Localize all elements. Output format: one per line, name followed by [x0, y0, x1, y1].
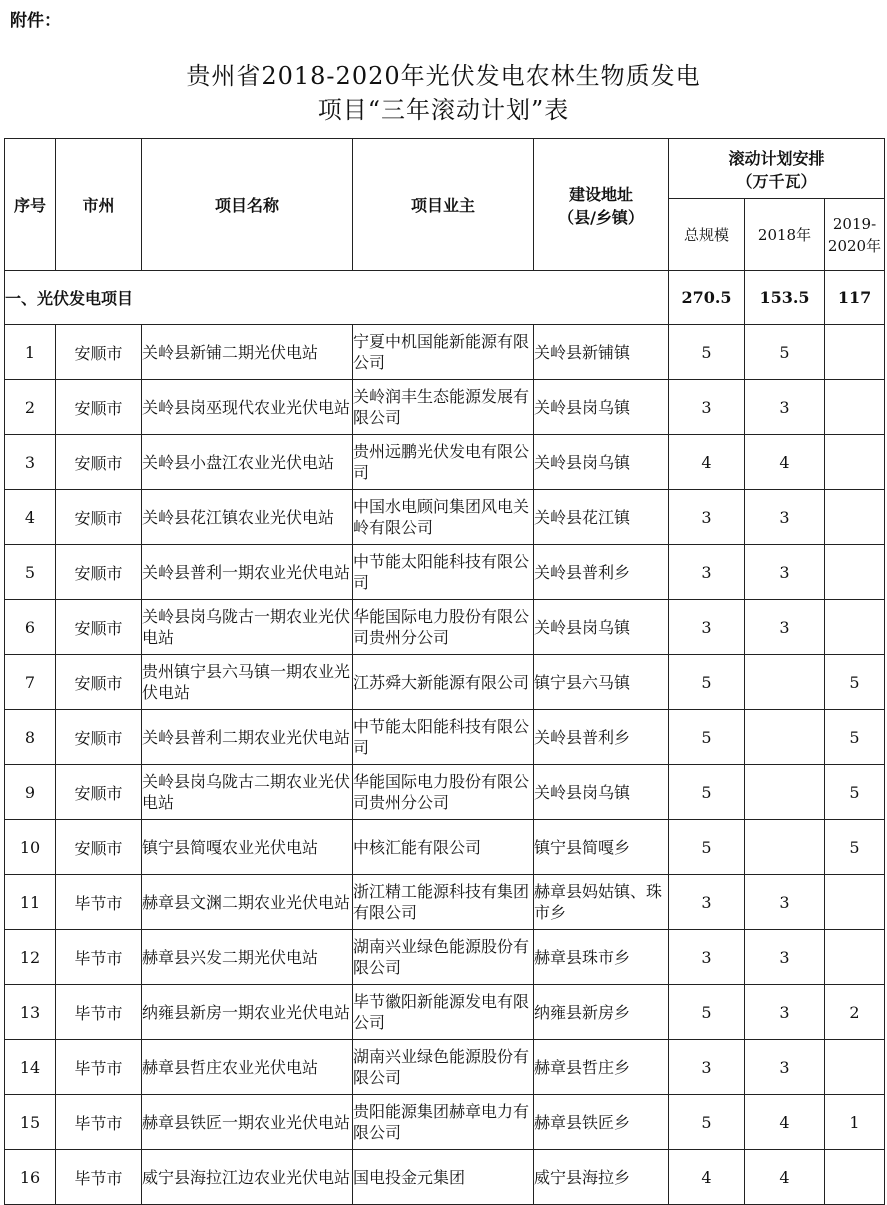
cell-project-owner: 中核汇能有限公司: [353, 820, 534, 875]
cell-site: 纳雍县新房乡: [534, 985, 669, 1040]
cell-project-name: 关岭县普利二期农业光伏电站: [142, 710, 353, 765]
cell-seq: 13: [5, 985, 56, 1040]
header-2018: 2018年: [745, 199, 825, 271]
cell-2019-2020: [825, 875, 885, 930]
cell-site: 赫章县妈姑镇、珠市乡: [534, 875, 669, 930]
cell-city: 安顺市: [56, 490, 142, 545]
cell-total: 3: [669, 545, 745, 600]
cell-project-owner: 中国水电顾问集团风电关岭有限公司: [353, 490, 534, 545]
cell-site: 镇宁县六马镇: [534, 655, 669, 710]
table-row: [5, 930, 885, 985]
cell-2019-2020: 5: [825, 655, 885, 710]
cell-seq: 14: [5, 1040, 56, 1095]
cell-site: 赫章县哲庄乡: [534, 1040, 669, 1095]
cell-project-owner: 贵州远鹏光伏发电有限公司: [353, 435, 534, 490]
cell-2018: 3: [745, 1040, 825, 1095]
cell-2019-2020: [825, 1040, 885, 1095]
cell-total: 3: [669, 1040, 745, 1095]
cell-project-name: 关岭县花江镇农业光伏电站: [142, 490, 353, 545]
cell-city: 安顺市: [56, 710, 142, 765]
cell-total: 5: [669, 985, 745, 1040]
cell-project-name: 关岭县岗乌陇古二期农业光伏电站: [142, 765, 353, 820]
cell-project-name: 镇宁县简嘎农业光伏电站: [142, 820, 353, 875]
cell-city: 安顺市: [56, 655, 142, 710]
cell-2019-2020: 5: [825, 765, 885, 820]
cell-project-name: 关岭县岗乌陇古一期农业光伏电站: [142, 600, 353, 655]
cell-project-owner: 中节能太阳能科技有限公司: [353, 545, 534, 600]
cell-total: 3: [669, 930, 745, 985]
plan-table: [4, 138, 885, 1205]
document-title-line1: 贵州省2018-2020年光伏发电农林生物质发电: [186, 62, 701, 90]
cell-project-owner: 华能国际电力股份有限公司贵州分公司: [353, 765, 534, 820]
cell-project-owner: 贵阳能源集团赫章电力有限公司: [353, 1095, 534, 1150]
table-row: [5, 875, 885, 930]
cell-2019-2020: [825, 380, 885, 435]
cell-site: 赫章县铁匠乡: [534, 1095, 669, 1150]
cell-seq: 6: [5, 600, 56, 655]
cell-total: 5: [669, 710, 745, 765]
cell-seq: 2: [5, 380, 56, 435]
header-plan-line1: 滚动计划安排: [728, 148, 825, 168]
cell-project-owner: 湖南兴业绿色能源股份有限公司: [353, 1040, 534, 1095]
cell-project-owner: 华能国际电力股份有限公司贵州分公司: [353, 600, 534, 655]
cell-site: 关岭县普利乡: [534, 710, 669, 765]
cell-seq: 9: [5, 765, 56, 820]
cell-seq: 5: [5, 545, 56, 600]
cell-seq: 4: [5, 490, 56, 545]
cell-2018: 3: [745, 930, 825, 985]
cell-2018: 3: [745, 380, 825, 435]
cell-project-name: 关岭县小盘江农业光伏电站: [142, 435, 353, 490]
header-rolling-plan: [669, 139, 885, 199]
table-row: [5, 435, 885, 490]
cell-city: 毕节市: [56, 985, 142, 1040]
cell-total: 5: [669, 1095, 745, 1150]
cell-2018: 3: [745, 490, 825, 545]
cell-city: 安顺市: [56, 435, 142, 490]
cell-project-name: 赫章县铁匠一期农业光伏电站: [142, 1095, 353, 1150]
cell-project-owner: 浙江精工能源科技有集团有限公司: [353, 875, 534, 930]
cell-project-name: 纳雍县新房一期农业光伏电站: [142, 985, 353, 1040]
cell-2018: 4: [745, 1150, 825, 1205]
cell-site: 关岭县岗乌镇: [534, 435, 669, 490]
cell-site: 赫章县珠市乡: [534, 930, 669, 985]
table-row: [5, 655, 885, 710]
cell-seq: 8: [5, 710, 56, 765]
cell-2019-2020: [825, 1150, 885, 1205]
cell-2019-2020: [825, 490, 885, 545]
cell-project-owner: 关岭润丰生态能源发展有限公司: [353, 380, 534, 435]
table-row: [5, 765, 885, 820]
header-2019-2020: [825, 199, 885, 271]
cell-2019-2020: [825, 930, 885, 985]
header-2019-line2: 2020年: [827, 236, 882, 255]
cell-city: 安顺市: [56, 600, 142, 655]
section-2018: 153.5: [745, 271, 825, 325]
cell-total: 3: [669, 600, 745, 655]
cell-project-name: 关岭县岗巫现代农业光伏电站: [142, 380, 353, 435]
cell-project-owner: 湖南兴业绿色能源股份有限公司: [353, 930, 534, 985]
cell-site: 关岭县岗乌镇: [534, 600, 669, 655]
cell-2018: 3: [745, 600, 825, 655]
header-seq: 序号: [5, 139, 56, 271]
table-row: [5, 1095, 885, 1150]
table-row: [5, 380, 885, 435]
attachment-label: 附件：: [10, 11, 61, 31]
cell-2019-2020: 5: [825, 820, 885, 875]
section-total: 270.5: [669, 271, 745, 325]
cell-project-owner: 毕节徽阳新能源发电有限公司: [353, 985, 534, 1040]
cell-project-name: 赫章县哲庄农业光伏电站: [142, 1040, 353, 1095]
cell-seq: 12: [5, 930, 56, 985]
cell-2019-2020: [825, 545, 885, 600]
cell-2018: [745, 820, 825, 875]
cell-site: 关岭县普利乡: [534, 545, 669, 600]
cell-project-owner: 中节能太阳能科技有限公司: [353, 710, 534, 765]
cell-city: 安顺市: [56, 545, 142, 600]
cell-seq: 15: [5, 1095, 56, 1150]
cell-project-name: 赫章县兴发二期光伏电站: [142, 930, 353, 985]
header-city: 市州: [56, 139, 142, 271]
cell-city: 安顺市: [56, 325, 142, 380]
cell-site: 关岭县花江镇: [534, 490, 669, 545]
cell-city: 毕节市: [56, 875, 142, 930]
cell-2019-2020: 1: [825, 1095, 885, 1150]
cell-city: 安顺市: [56, 380, 142, 435]
cell-total: 5: [669, 765, 745, 820]
cell-site: 威宁县海拉乡: [534, 1150, 669, 1205]
cell-2019-2020: [825, 600, 885, 655]
cell-project-name: 赫章县文渊二期农业光伏电站: [142, 875, 353, 930]
cell-city: 毕节市: [56, 1095, 142, 1150]
section-label: 一、光伏发电项目: [5, 271, 669, 325]
cell-project-owner: 江苏舜大新能源有限公司: [353, 655, 534, 710]
cell-2018: [745, 765, 825, 820]
header-site-line1: 建设地址: [568, 184, 633, 204]
section-2019-2020: 117: [825, 271, 885, 325]
table-row: [5, 985, 885, 1040]
table-row: [5, 1040, 885, 1095]
header-plan-line2: （万千瓦）: [736, 171, 817, 191]
cell-total: 5: [669, 655, 745, 710]
section-row-pv: [5, 271, 885, 325]
table-row: [5, 600, 885, 655]
cell-project-owner: 国电投金元集团: [353, 1150, 534, 1205]
table-row: [5, 710, 885, 765]
cell-2018: 3: [745, 985, 825, 1040]
header-project-owner: 项目业主: [353, 139, 534, 271]
cell-2018: 5: [745, 325, 825, 380]
cell-2018: [745, 710, 825, 765]
cell-2018: 4: [745, 435, 825, 490]
cell-2019-2020: [825, 435, 885, 490]
cell-seq: 10: [5, 820, 56, 875]
cell-2018: 4: [745, 1095, 825, 1150]
header-total-scale: 总规模: [669, 199, 745, 271]
cell-city: 安顺市: [56, 820, 142, 875]
cell-city: 毕节市: [56, 1040, 142, 1095]
cell-city: 毕节市: [56, 1150, 142, 1205]
header-site: [534, 139, 669, 271]
cell-site: 镇宁县简嘎乡: [534, 820, 669, 875]
cell-2018: 3: [745, 875, 825, 930]
cell-2019-2020: 2: [825, 985, 885, 1040]
cell-project-name: 威宁县海拉江边农业光伏电站: [142, 1150, 353, 1205]
table-row: [5, 820, 885, 875]
cell-2018: [745, 655, 825, 710]
cell-seq: 1: [5, 325, 56, 380]
cell-total: 4: [669, 435, 745, 490]
cell-project-name: 关岭县新铺二期光伏电站: [142, 325, 353, 380]
cell-total: 4: [669, 1150, 745, 1205]
cell-seq: 3: [5, 435, 56, 490]
cell-2019-2020: 5: [825, 710, 885, 765]
cell-site: 关岭县新铺镇: [534, 325, 669, 380]
cell-project-owner: 宁夏中机国能新能源有限公司: [353, 325, 534, 380]
table-row: [5, 490, 885, 545]
cell-seq: 11: [5, 875, 56, 930]
table-row: [5, 325, 885, 380]
header-site-line2: （县/乡镇）: [558, 207, 644, 227]
cell-seq: 16: [5, 1150, 56, 1205]
header-project-name: 项目名称: [142, 139, 353, 271]
cell-2019-2020: [825, 325, 885, 380]
cell-total: 5: [669, 325, 745, 380]
table-row: [5, 1150, 885, 1205]
cell-site: 关岭县岗乌镇: [534, 765, 669, 820]
cell-2018: 3: [745, 545, 825, 600]
cell-city: 毕节市: [56, 930, 142, 985]
cell-total: 3: [669, 380, 745, 435]
cell-city: 安顺市: [56, 765, 142, 820]
document-title-line2: 项目“三年滚动计划”表: [317, 96, 570, 124]
cell-seq: 7: [5, 655, 56, 710]
cell-total: 3: [669, 875, 745, 930]
cell-project-name: 贵州镇宁县六马镇一期农业光伏电站: [142, 655, 353, 710]
header-2019-line1: 2019-: [832, 214, 877, 233]
cell-total: 5: [669, 820, 745, 875]
table-row: [5, 545, 885, 600]
cell-project-name: 关岭县普利一期农业光伏电站: [142, 545, 353, 600]
cell-total: 3: [669, 490, 745, 545]
cell-site: 关岭县岗乌镇: [534, 380, 669, 435]
